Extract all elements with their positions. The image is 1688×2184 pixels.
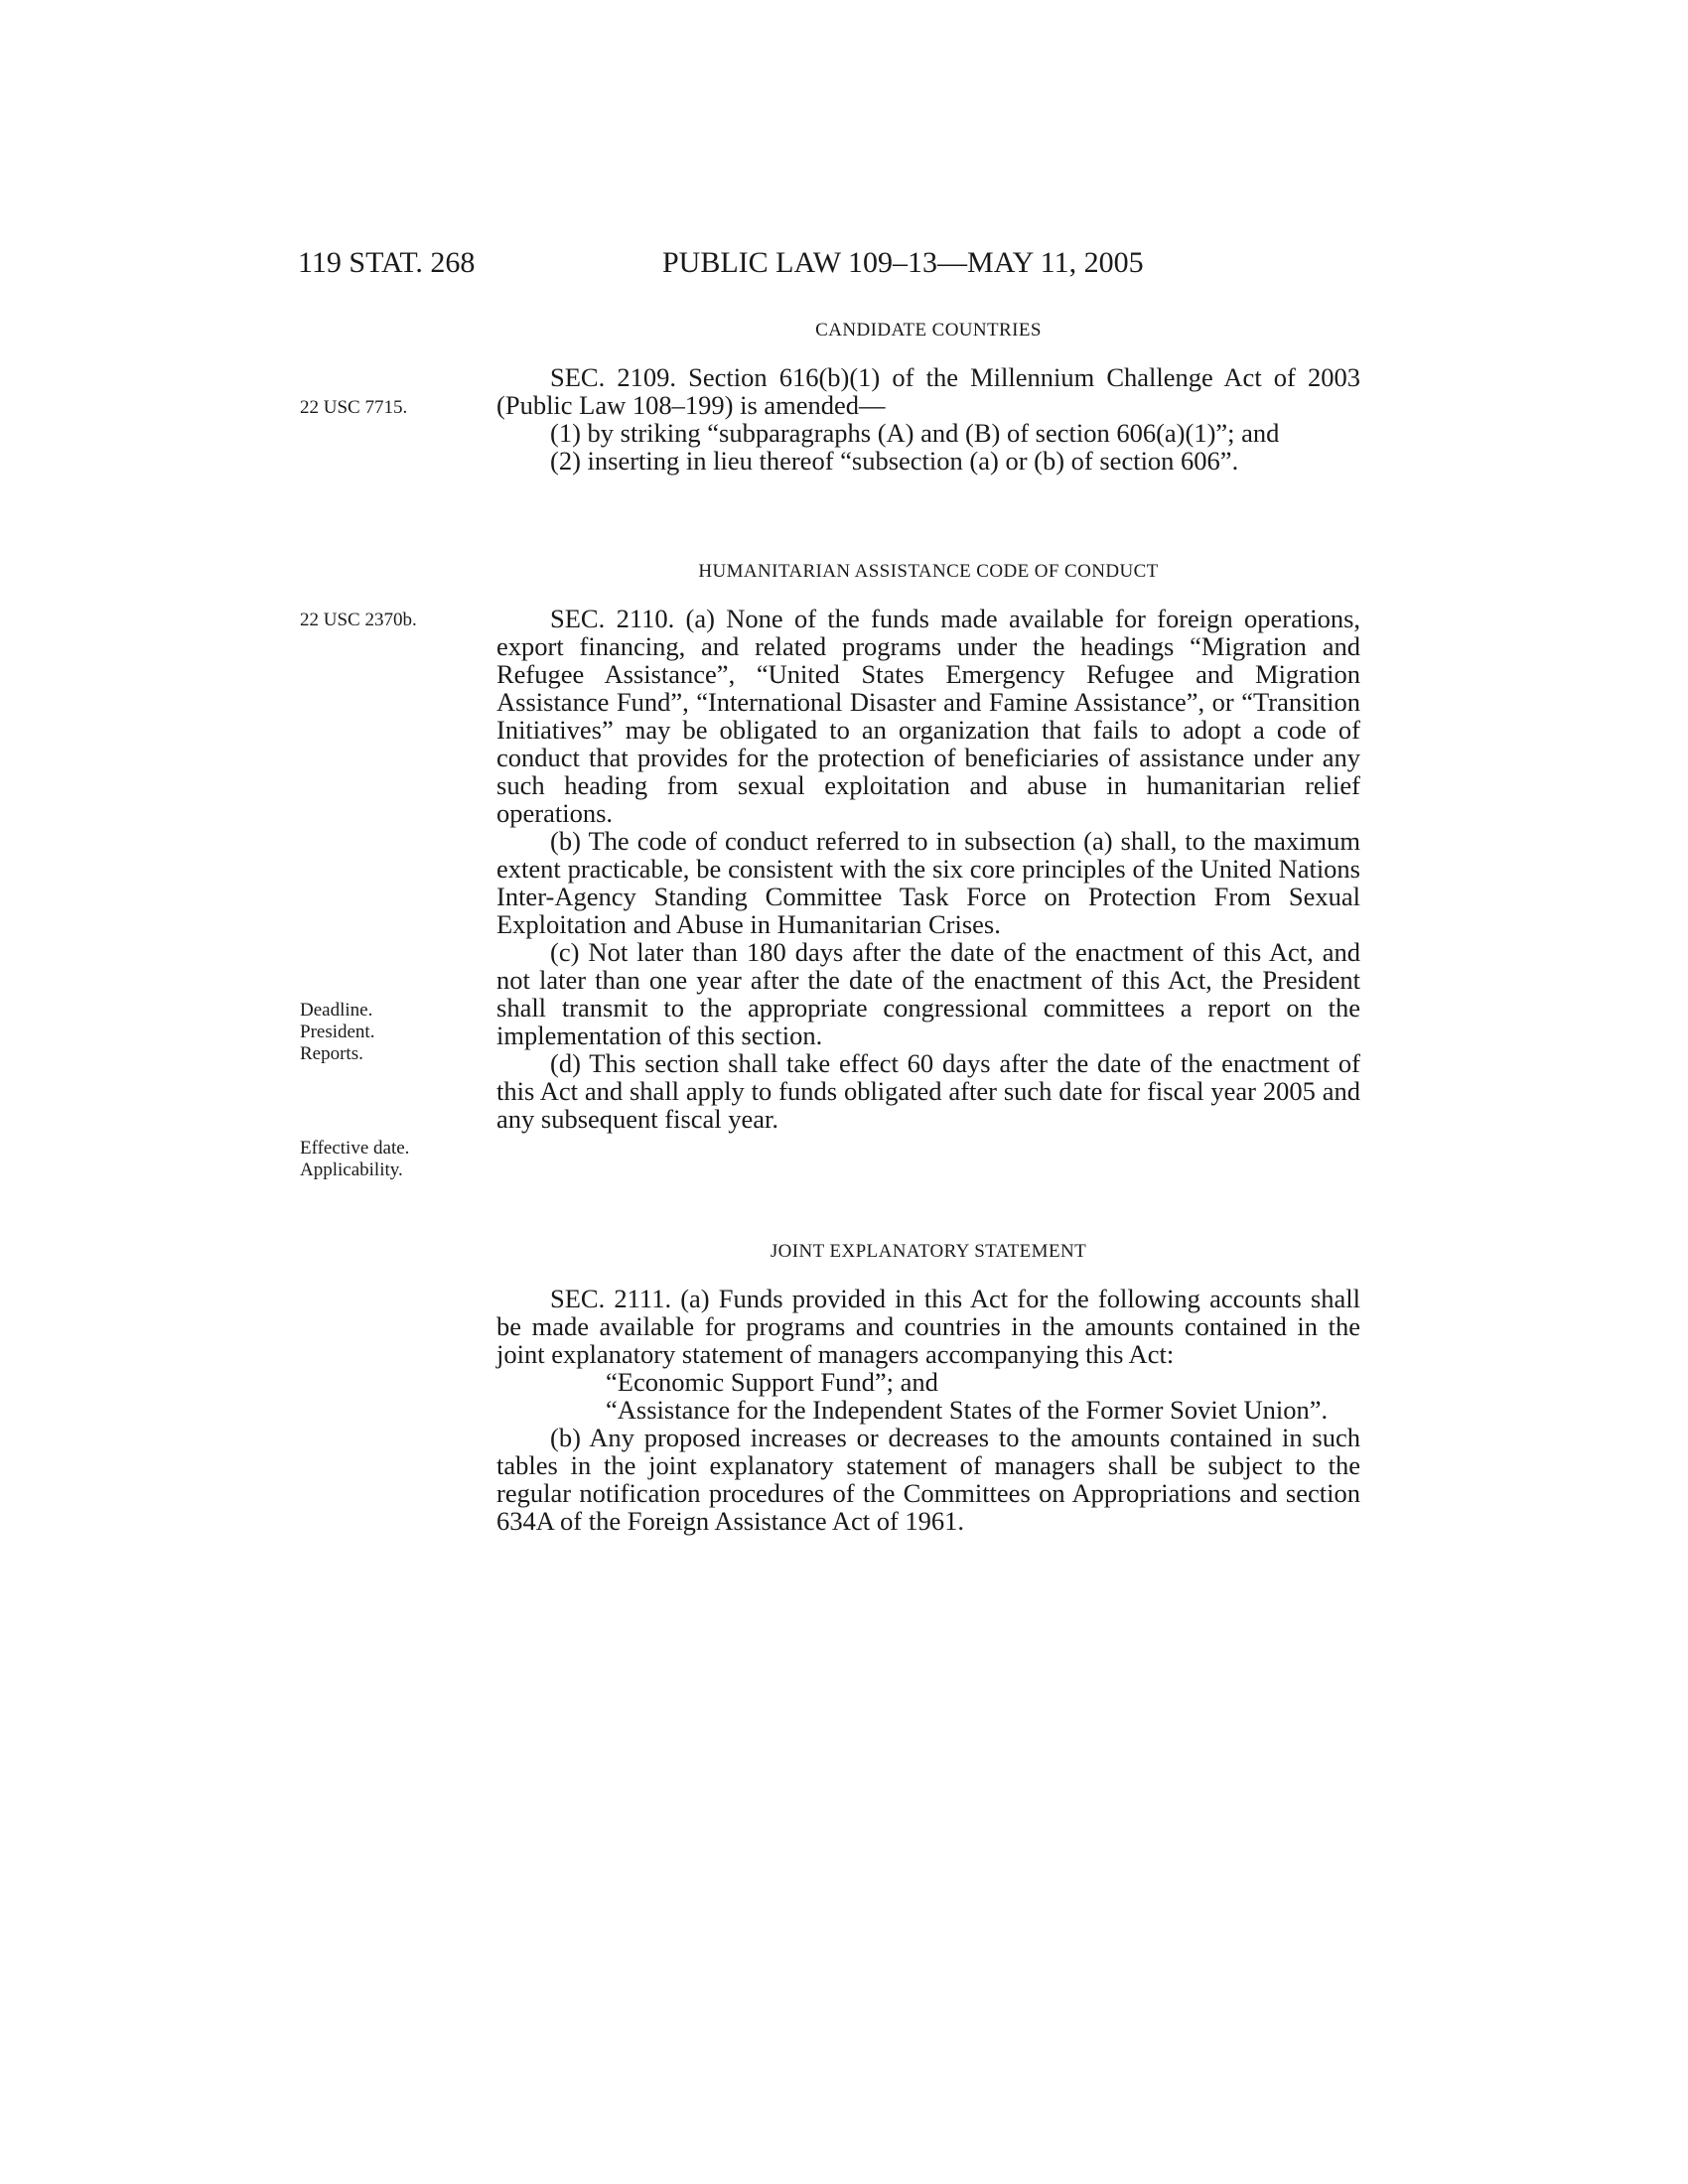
margin-note-22-usc-7715: 22 USC 7715.: [300, 397, 408, 418]
margin-note-deadline: [300, 1000, 374, 1065]
sec-2109-intro: [496, 363, 1360, 419]
margin-note-line: Deadline.: [300, 1000, 373, 1021]
margin-note-line: Applicability.: [300, 1160, 403, 1180]
margin-note-line: Reports.: [300, 1043, 363, 1064]
heading-candidate-countries: CANDIDATE COUNTRIES: [815, 320, 1042, 341]
margin-note-effective-date: [300, 1138, 409, 1181]
sec-2110-para-d: (d) This section shall take effect 60 days after the date of the enactment of this Act and shall apply to funds obligated after such date for fiscal year 2005 and any subsequent fiscal year.: [496, 1048, 1360, 1134]
sec-2111-para-a-text: 2111. (a) Funds provided in this Act for the following accounts shall be made available for programs and countries in the amounts contained in the joint explanatory statement of managers accompanying this Act:: [496, 1284, 1361, 1369]
sec-label: SEC.: [550, 1284, 606, 1313]
public-law-title: PUBLIC LAW 109–13—MAY 11, 2005: [662, 246, 1144, 279]
margin-note-line: Effective date.: [300, 1138, 410, 1159]
section-2109: [496, 363, 1360, 475]
sec-2110-para-a: [496, 605, 1360, 827]
section-2110: [496, 605, 1360, 1133]
sec-2111-para-a: [496, 1285, 1360, 1368]
sec-label: SEC.: [550, 362, 606, 392]
stat-reference: 119 STAT. 268: [298, 246, 476, 279]
margin-note-22-usc-2370b: 22 USC 2370b.: [300, 610, 417, 630]
sec-2109-item-1: (1) by striking “subparagraphs (A) and (B) of section 606(a)(1)”; and: [550, 418, 1280, 448]
page-header: [298, 246, 1360, 286]
sec-2109-item-2: (2) inserting in lieu thereof “subsection (a) or (b) of section 606”.: [550, 446, 1239, 476]
heading-joint-explanatory: JOINT EXPLANATORY STATEMENT: [770, 1241, 1087, 1262]
sec-2110-para-b: (b) The code of conduct referred to in subsection (a) shall, to the maximum extent practicable, be consistent with the six core principles of the United Nations Inter-Agency Standing Committee Task Force on Protection From Sexual Exploitation and Abuse in Humanitarian Crises.: [496, 826, 1360, 939]
heading-humanitarian-code: HUMANITARIAN ASSISTANCE CODE OF CONDUCT: [698, 561, 1159, 582]
sec-2111-para-b: (b) Any proposed increases or decreases to the amounts contained in such tables in the joint explanatory statement of managers shall be subject to the regular notification procedures of the Committees on Appropriations and section 634A of the Foreign Assistance Act of 1961.: [496, 1423, 1360, 1536]
margin-note-line: President.: [300, 1022, 375, 1042]
sec-2110-para-c: (c) Not later than 180 days after the date of the enactment of this Act, and not later than one year after the date of the enactment of this Act, the President shall transmit to the appropriate congressional committees a report on the implementation of this section.: [496, 937, 1360, 1050]
section-2111: [496, 1285, 1360, 1535]
sec-2109-intro-text: 2109. Section 616(b)(1) of the Millennium Challenge Act of 2003 (Public Law 108–199) is amended—: [496, 362, 1361, 420]
fund-independent-states: “Assistance for the Independent States of the Former Soviet Union”.: [606, 1395, 1329, 1425]
sec-2110-para-a-text: 2110. (a) None of the funds made available for foreign operations, export financing, and related programs under the headings “Migration and Refugee Assistance”, “United States Emergency Refugee and Migration Assistance Fund”, “International Disaster and Famine Assistance”, or “Transition Initiatives” may be obligated to an organization that fails to adopt a code of conduct that provides for the protection of beneficiaries of assistance under any such heading from sexual exploitation and abuse in humanitarian relief operations.: [496, 604, 1361, 828]
fund-economic-support: “Economic Support Fund”; and: [606, 1367, 938, 1397]
sec-label: SEC.: [550, 604, 606, 633]
